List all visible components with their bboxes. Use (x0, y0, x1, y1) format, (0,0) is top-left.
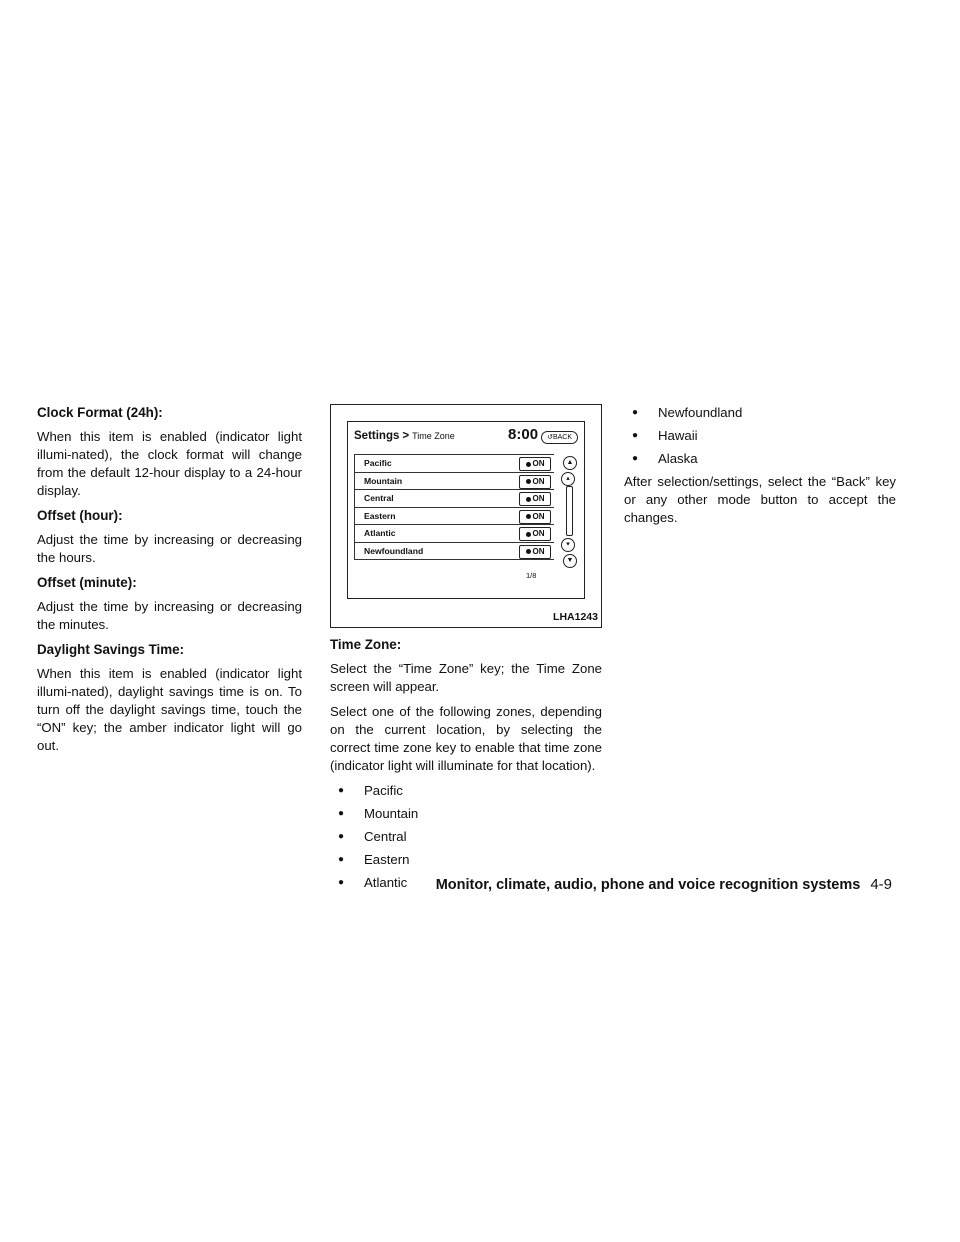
on-label: ON (532, 494, 545, 503)
page-footer (430, 876, 892, 893)
bullet-icon: ● (338, 877, 345, 888)
breadcrumb-separator: > (402, 430, 410, 442)
bullet-text: Atlantic (364, 875, 408, 890)
clock-display: 8:00 (508, 426, 539, 443)
column-middle (330, 404, 602, 897)
on-key (519, 527, 551, 541)
zone-name: Eastern (364, 510, 396, 521)
scroll-control (560, 456, 578, 568)
page-down-icon: ▼ (563, 554, 577, 568)
on-key (519, 545, 551, 559)
scrollbar-icon (566, 486, 573, 536)
column-left (37, 404, 302, 762)
indicator-icon (526, 532, 531, 537)
list-item (338, 851, 602, 869)
on-key (519, 492, 551, 506)
text-daylight-savings: When this item is enabled (indicator light illumi-nated), daylight savings time is on. To turn off the daylight savings time, touch the “ON” key; the amber indicator light will go out. (37, 666, 302, 753)
list-item (354, 490, 554, 508)
on-label: ON (532, 546, 545, 556)
list-item (354, 473, 554, 491)
on-label: ON (532, 476, 545, 486)
screen-header (354, 426, 578, 446)
time-zone-list (354, 454, 554, 560)
text-time-zone-1: Select the “Time Zone” key; the Time Zone screen will appear. (330, 661, 602, 694)
indicator-icon (526, 497, 531, 502)
indicator-icon (526, 549, 531, 554)
heading-offset-hour: Offset (hour): (37, 508, 123, 523)
screen-title: Settings (354, 430, 400, 442)
list-item (338, 828, 602, 846)
list-item (632, 404, 896, 422)
settings-screen (347, 421, 585, 599)
zone-name: Atlantic (364, 528, 396, 539)
bullet-text: Central (364, 829, 407, 844)
heading-time-zone: Time Zone: (330, 637, 402, 652)
back-button: ↺BACK (541, 431, 578, 444)
zone-bullet-list-continued (624, 404, 896, 468)
figure-code: LHA1243 (553, 611, 598, 623)
text-after-selection: After selection/settings, select the “Back” key or any other mode button to accept the changes. (624, 474, 896, 525)
on-key (519, 510, 551, 524)
indicator-icon (526, 462, 531, 467)
page-up-icon: ▲ (563, 456, 577, 470)
zone-name: Pacific (364, 458, 392, 469)
text-time-zone-2: Select one of the following zones, depending on the current location, by selecting the correct time zone key to enable that time zone (indicator light will illuminate for that location). (330, 704, 602, 773)
bullet-text: Newfoundland (658, 405, 743, 420)
on-label: ON (532, 529, 545, 538)
page-indicator: 1/8 (526, 571, 537, 580)
back-label: BACK (552, 434, 572, 441)
heading-clock-format: Clock Format (24h): (37, 405, 163, 420)
indicator-icon (526, 479, 531, 484)
screen-subtitle: Time Zone (412, 431, 455, 441)
bullet-icon: ● (632, 407, 639, 418)
bullet-text: Pacific (364, 783, 403, 798)
on-label: ON (532, 511, 545, 521)
bullet-icon: ● (632, 453, 639, 464)
bullet-text: Mountain (364, 806, 419, 821)
list-item (354, 525, 554, 543)
time-zone-figure (330, 404, 602, 628)
zone-name: Central (364, 493, 394, 504)
bullet-text: Eastern (364, 852, 410, 867)
page-number: 4-9 (870, 876, 892, 893)
text-offset-hour: Adjust the time by increasing or decreasing the hours. (37, 532, 302, 565)
bullet-text: Alaska (658, 451, 698, 466)
list-item (354, 508, 554, 526)
list-item (632, 450, 896, 468)
indicator-icon (526, 514, 531, 519)
list-item (354, 543, 554, 561)
bullet-icon: ● (338, 831, 345, 842)
heading-daylight-savings: Daylight Savings Time: (37, 642, 185, 657)
bullet-icon: ● (338, 785, 345, 796)
section-title: Monitor, climate, audio, phone and voice recognition systems (435, 877, 861, 893)
zone-name: Newfoundland (364, 545, 424, 556)
bullet-icon: ● (338, 854, 345, 865)
bullet-text: Hawaii (658, 428, 698, 443)
on-key (519, 457, 551, 471)
list-item (354, 454, 554, 473)
scroll-up-icon: ▴ (561, 472, 575, 486)
list-item (338, 805, 602, 823)
on-label: ON (532, 459, 545, 468)
list-item (338, 782, 602, 800)
bullet-icon: ● (632, 430, 639, 441)
list-item (632, 427, 896, 445)
heading-offset-minute: Offset (minute): (37, 575, 137, 590)
text-offset-minute: Adjust the time by increasing or decreasing the minutes. (37, 599, 302, 632)
scroll-down-icon: ▾ (561, 538, 575, 552)
bullet-icon: ● (338, 808, 345, 819)
column-right (624, 404, 896, 534)
zone-name: Mountain (364, 475, 403, 486)
on-key (519, 475, 551, 489)
text-clock-format: When this item is enabled (indicator light illumi-nated), the clock format will change from the default 12-hour display to a 24-hour display. (37, 429, 302, 498)
